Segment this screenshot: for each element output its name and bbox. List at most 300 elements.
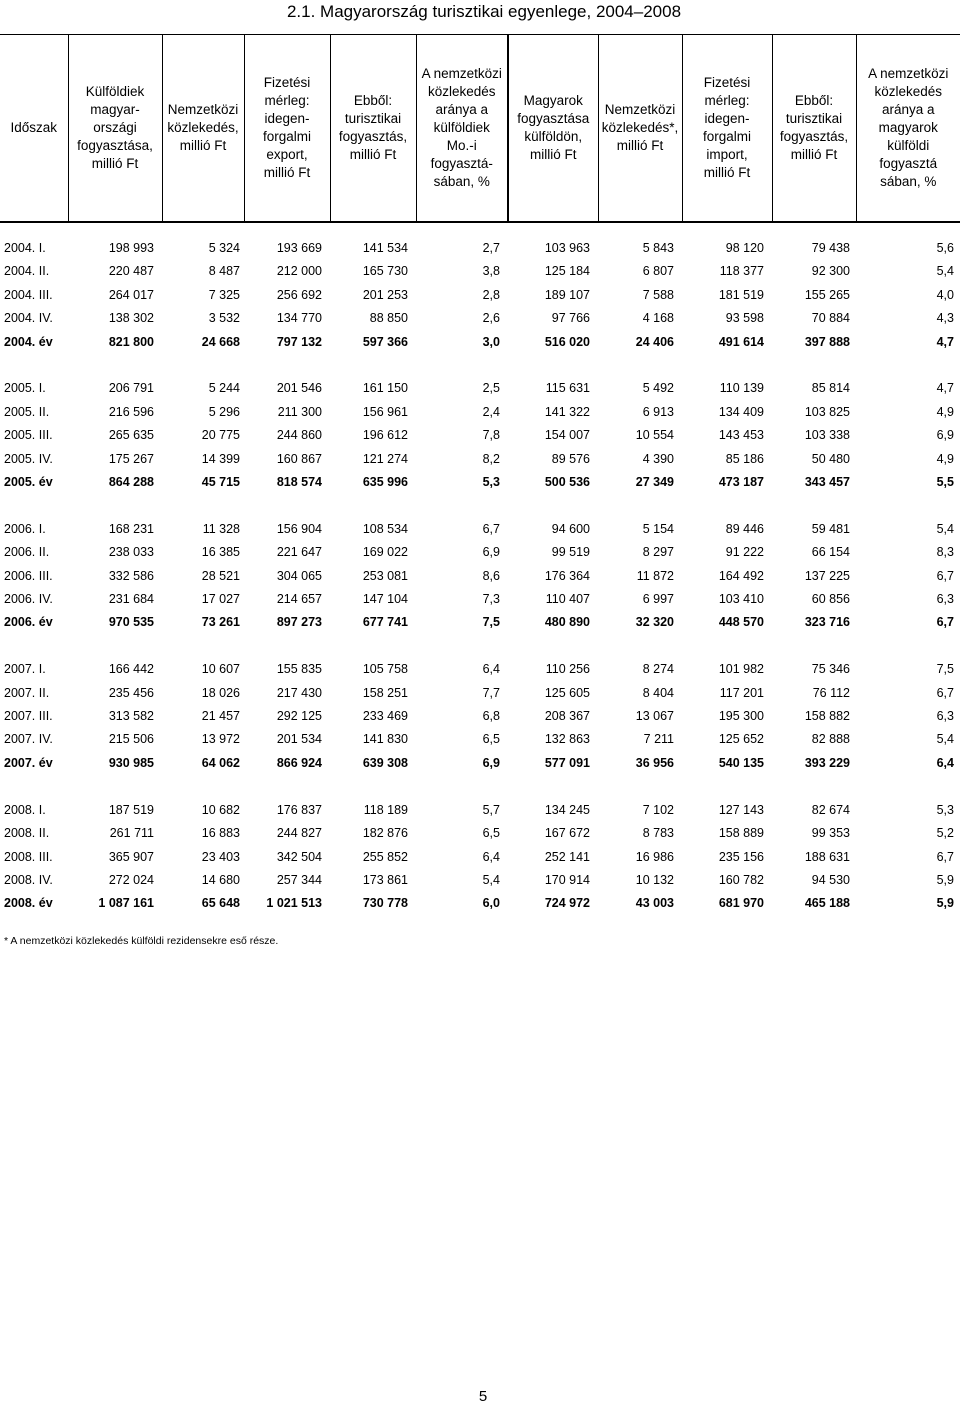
- value-cell: 125 184: [544, 264, 590, 279]
- value-cell: 21 457: [201, 709, 240, 724]
- value-cell: 2,4: [482, 404, 500, 419]
- table-header: [0, 35, 960, 223]
- table-row: [0, 869, 960, 892]
- period-cell: 2004. III.: [4, 287, 53, 302]
- period-cell: 2004. I.: [4, 241, 46, 255]
- header-line: millió Ft: [91, 156, 139, 171]
- value-cell: 134 409: [718, 404, 764, 419]
- header-line: mérleg:: [704, 93, 750, 108]
- value-cell: 7,3: [482, 592, 500, 607]
- header-line: idegen-: [264, 111, 310, 126]
- value-cell: 5,6: [936, 241, 954, 255]
- value-cell: 264 017: [108, 287, 154, 302]
- header-line: magyar-: [90, 102, 140, 117]
- value-cell: 3 532: [208, 311, 240, 326]
- value-cell: 201 534: [276, 732, 322, 747]
- header-line: millió Ft: [703, 165, 751, 180]
- value-cell: 681 970: [718, 896, 764, 911]
- value-cell: 332 586: [108, 568, 154, 583]
- header-line: közlekedés,: [167, 120, 239, 135]
- value-cell: 821 800: [108, 334, 154, 349]
- value-cell: 6,4: [482, 662, 500, 677]
- value-cell: 43 003: [635, 896, 674, 911]
- header-line: millió Ft: [349, 147, 397, 162]
- value-cell: 181 519: [718, 287, 764, 302]
- value-cell: 110 407: [545, 592, 590, 607]
- table-row: [0, 284, 960, 307]
- value-cell: 8 783: [642, 826, 674, 841]
- table-row: [0, 518, 960, 541]
- value-cell: 65 648: [201, 896, 240, 911]
- value-cell: 6,9: [482, 545, 500, 560]
- header-line: Fizetési: [703, 75, 751, 90]
- value-cell: 94 600: [551, 521, 590, 536]
- value-cell: 118 377: [719, 264, 764, 279]
- value-cell: 110 139: [719, 381, 764, 396]
- header-line: fogyasztás,: [338, 129, 408, 144]
- header-line: A nemzetközi: [421, 66, 502, 81]
- value-cell: 292 125: [276, 709, 322, 724]
- header-line: Magyarok: [523, 93, 583, 108]
- header-line: aránya a: [881, 102, 935, 117]
- header-export: [244, 35, 330, 223]
- value-cell: 182 876: [362, 826, 408, 841]
- value-cell: 3,8: [482, 264, 500, 279]
- header-hungarians-consumption: [508, 35, 598, 223]
- value-cell: 147 104: [362, 592, 408, 607]
- period-cell: 2008. IV.: [4, 872, 53, 887]
- value-cell: 118 189: [363, 802, 408, 817]
- value-cell: 639 308: [362, 755, 408, 770]
- value-cell: 255 852: [362, 849, 408, 864]
- header-intl-transport: [162, 35, 244, 223]
- value-cell: 5,3: [936, 802, 954, 817]
- value-cell: 75 346: [811, 662, 850, 677]
- value-cell: 6,3: [936, 709, 954, 724]
- value-cell: 201 546: [276, 381, 322, 396]
- value-cell: 6,5: [482, 826, 500, 841]
- value-cell: 79 438: [811, 241, 850, 255]
- value-cell: 7,7: [482, 685, 500, 700]
- period-cell: 2008. év: [4, 896, 53, 911]
- value-cell: 6 807: [642, 264, 674, 279]
- value-cell: 724 972: [544, 896, 590, 911]
- value-cell: 50 480: [811, 451, 850, 466]
- value-cell: 8 297: [642, 545, 674, 560]
- header-line: Nemzetközi: [604, 102, 676, 117]
- value-cell: 635 996: [362, 475, 408, 490]
- value-cell: 141 322: [544, 404, 590, 419]
- table-row: [0, 846, 960, 869]
- value-cell: 8,3: [936, 545, 954, 560]
- value-cell: 244 860: [276, 428, 322, 443]
- value-cell: 208 367: [544, 709, 590, 724]
- value-cell: 930 985: [108, 755, 154, 770]
- value-cell: 158 882: [804, 709, 850, 724]
- header-line: országi: [93, 120, 137, 135]
- table-row: [0, 705, 960, 728]
- value-cell: 313 582: [108, 709, 154, 724]
- value-cell: 265 635: [108, 428, 154, 443]
- header-line: fogyasztása: [517, 111, 590, 126]
- table-row: [0, 565, 960, 588]
- value-cell: 5,4: [936, 264, 954, 279]
- header-line: sában, %: [433, 174, 490, 189]
- value-cell: 257 344: [276, 872, 322, 887]
- header-line: külföldön,: [524, 129, 583, 144]
- header-line: millió Ft: [179, 138, 227, 153]
- period-cell: 2006. II.: [4, 545, 50, 560]
- value-cell: 5,7: [482, 802, 500, 817]
- value-cell: 6,4: [482, 849, 500, 864]
- header-line: fogyasztás,: [779, 129, 849, 144]
- value-cell: 24 668: [201, 334, 240, 349]
- header-line: Nemzetközi: [167, 102, 239, 117]
- value-cell: 5 492: [642, 381, 674, 396]
- table-row: [0, 799, 960, 822]
- header-line: Időszak: [10, 120, 58, 135]
- table-row: [0, 682, 960, 705]
- value-cell: 6,7: [936, 615, 954, 630]
- value-cell: 4,7: [936, 381, 954, 396]
- value-cell: 66 154: [811, 545, 850, 560]
- value-cell: 70 884: [811, 311, 850, 326]
- value-cell: 577 091: [544, 755, 590, 770]
- period-cell: 2004. IV.: [4, 311, 53, 326]
- value-cell: 5,2: [936, 826, 954, 841]
- header-tourist-consumption: [330, 35, 416, 223]
- value-cell: 4,7: [936, 334, 954, 349]
- value-cell: 5 296: [208, 404, 240, 419]
- value-cell: 6,8: [482, 709, 500, 724]
- value-cell: 14 680: [201, 872, 240, 887]
- header-line: külföldi: [887, 138, 930, 153]
- table-row: [0, 728, 960, 751]
- value-cell: 1 087 161: [98, 896, 154, 911]
- period-cell: 2005. III.: [4, 428, 53, 443]
- table-row: [0, 377, 960, 400]
- page-number: 5: [478, 1388, 488, 1405]
- value-cell: 516 020: [544, 334, 590, 349]
- value-cell: 5 843: [642, 241, 674, 255]
- period-cell: 2005. év: [4, 475, 53, 490]
- tourism-balance-table: [0, 34, 960, 916]
- value-cell: 13 067: [635, 709, 674, 724]
- period-cell: 2008. I.: [4, 802, 46, 817]
- value-cell: 91 222: [725, 545, 764, 560]
- value-cell: 448 570: [718, 615, 764, 630]
- value-cell: 214 657: [276, 592, 322, 607]
- value-cell: 3,0: [482, 334, 500, 349]
- table-row: [0, 307, 960, 330]
- value-cell: 211 300: [277, 404, 322, 419]
- value-cell: 166 442: [108, 662, 154, 677]
- value-cell: 92 300: [811, 264, 850, 279]
- value-cell: 6,0: [482, 896, 500, 911]
- value-cell: 304 065: [276, 568, 322, 583]
- table-row: [0, 658, 960, 681]
- header-tourist-consumption-2: [772, 35, 856, 223]
- value-cell: 6 913: [642, 404, 674, 419]
- value-cell: 132 863: [544, 732, 590, 747]
- value-cell: 677 741: [362, 615, 408, 630]
- value-cell: 138 302: [108, 311, 154, 326]
- value-cell: 156 961: [362, 404, 408, 419]
- value-cell: 6,7: [936, 568, 954, 583]
- value-cell: 82 674: [811, 802, 850, 817]
- value-cell: 342 504: [276, 849, 322, 864]
- value-cell: 480 890: [544, 615, 590, 630]
- value-cell: 10 554: [635, 428, 674, 443]
- header-line: Ebből:: [353, 93, 393, 108]
- value-cell: 5,4: [936, 732, 954, 747]
- value-cell: 221 647: [276, 545, 322, 560]
- value-cell: 164 492: [718, 568, 764, 583]
- value-cell: 393 229: [804, 755, 850, 770]
- value-cell: 11 328: [202, 521, 240, 536]
- total-row: [0, 752, 960, 775]
- value-cell: 365 907: [108, 849, 154, 864]
- value-cell: 155 265: [804, 287, 850, 302]
- value-cell: 143 453: [718, 428, 764, 443]
- value-cell: 89 446: [725, 521, 764, 536]
- value-cell: 108 534: [362, 521, 408, 536]
- value-cell: 244 827: [276, 826, 322, 841]
- period-cell: 2005. IV.: [4, 451, 53, 466]
- value-cell: 5,4: [482, 872, 500, 887]
- value-cell: 10 607: [201, 662, 240, 677]
- value-cell: 8 274: [642, 662, 674, 677]
- value-cell: 110 256: [545, 662, 590, 677]
- value-cell: 5,4: [936, 521, 954, 536]
- value-cell: 5,3: [482, 475, 500, 490]
- value-cell: 101 982: [718, 662, 764, 677]
- value-cell: 4,9: [936, 451, 954, 466]
- header-line: forgalmi: [702, 129, 751, 144]
- header-line: sában, %: [880, 174, 937, 189]
- value-cell: 2,5: [482, 381, 500, 396]
- value-cell: 7 588: [642, 287, 674, 302]
- value-cell: 6,7: [936, 849, 954, 864]
- value-cell: 103 825: [804, 404, 850, 419]
- value-cell: 188 631: [804, 849, 850, 864]
- value-cell: 89 576: [551, 451, 590, 466]
- table-row: [0, 588, 960, 611]
- value-cell: 161 150: [362, 381, 408, 396]
- value-cell: 176 837: [276, 802, 322, 817]
- value-cell: 16 385: [201, 545, 240, 560]
- value-cell: 253 081: [362, 568, 408, 583]
- value-cell: 818 574: [276, 475, 322, 490]
- value-cell: 17 027: [201, 592, 240, 607]
- table-body: [0, 222, 960, 916]
- value-cell: 14 399: [201, 451, 240, 466]
- header-line: turisztikai: [785, 111, 843, 126]
- value-cell: 88 850: [369, 311, 408, 326]
- period-cell: 2006. I.: [4, 521, 46, 536]
- value-cell: 256 692: [276, 287, 322, 302]
- table-row: [0, 260, 960, 283]
- value-cell: 491 614: [718, 334, 764, 349]
- header-line: millió Ft: [530, 147, 577, 162]
- header-line: forgalmi: [262, 129, 311, 144]
- page-title: 2.1. Magyarország turisztikai egyenlege, 2004–2008: [286, 2, 682, 21]
- value-cell: 16 986: [635, 849, 674, 864]
- header-line: export,: [266, 147, 308, 162]
- value-cell: 8,2: [482, 451, 500, 466]
- value-cell: 4 390: [642, 451, 674, 466]
- value-cell: 60 856: [811, 592, 850, 607]
- value-cell: 5 154: [642, 521, 674, 536]
- value-cell: 897 273: [276, 615, 322, 630]
- value-cell: 730 778: [362, 896, 408, 911]
- value-cell: 59 481: [811, 521, 850, 536]
- value-cell: 500 536: [544, 475, 590, 490]
- period-cell: 2007. II.: [4, 685, 50, 700]
- value-cell: 231 684: [108, 592, 154, 607]
- value-cell: 5,9: [936, 896, 954, 911]
- value-cell: 6,9: [482, 755, 500, 770]
- value-cell: 36 956: [635, 755, 674, 770]
- value-cell: 105 758: [362, 662, 408, 677]
- period-cell: 2006. III.: [4, 568, 53, 583]
- period-cell: 2007. III.: [4, 709, 53, 724]
- value-cell: 5 324: [208, 241, 240, 255]
- value-cell: 156 904: [276, 521, 322, 536]
- value-cell: 94 530: [811, 872, 850, 887]
- value-cell: 4,9: [936, 404, 954, 419]
- value-cell: 20 775: [201, 428, 240, 443]
- value-cell: 8 404: [642, 685, 674, 700]
- value-cell: 24 406: [635, 334, 674, 349]
- header-line: fogyasztá-: [430, 156, 493, 171]
- period-cell: 2007. év: [4, 755, 53, 770]
- value-cell: 82 888: [811, 732, 850, 747]
- value-cell: 7,5: [482, 615, 500, 630]
- value-cell: 206 791: [108, 381, 154, 396]
- header-line: magyarok: [878, 120, 938, 135]
- value-cell: 1 021 513: [266, 896, 322, 911]
- value-cell: 158 889: [718, 826, 764, 841]
- total-row: [0, 611, 960, 634]
- value-cell: 165 730: [362, 264, 408, 279]
- value-cell: 5,5: [936, 475, 954, 490]
- value-cell: 6,3: [936, 592, 954, 607]
- value-cell: 160 867: [276, 451, 322, 466]
- value-cell: 168 231: [108, 521, 154, 536]
- value-cell: 6,7: [936, 685, 954, 700]
- period-cell: 2008. III.: [4, 849, 53, 864]
- value-cell: 235 456: [108, 685, 154, 700]
- header-line: külföldiek: [433, 120, 490, 135]
- value-cell: 7 102: [642, 802, 674, 817]
- value-cell: 134 770: [276, 311, 322, 326]
- value-cell: 233 469: [362, 709, 408, 724]
- period-cell: 2008. II.: [4, 826, 50, 841]
- header-line: Külföldiek: [85, 84, 145, 99]
- header-line: import,: [706, 147, 748, 162]
- value-cell: 220 487: [108, 264, 154, 279]
- value-cell: 323 716: [804, 615, 850, 630]
- header-line: idegen-: [704, 111, 750, 126]
- table-row: [0, 822, 960, 845]
- value-cell: 73 261: [201, 615, 240, 630]
- value-cell: 2,6: [482, 311, 500, 326]
- header-line: A nemzetközi: [868, 66, 949, 81]
- value-cell: 797 132: [276, 334, 322, 349]
- header-line: Fizetési: [263, 75, 311, 90]
- value-cell: 167 672: [544, 826, 590, 841]
- total-row: [0, 471, 960, 494]
- value-cell: 7 211: [643, 732, 674, 747]
- value-cell: 6,5: [482, 732, 500, 747]
- table-row: [0, 424, 960, 447]
- value-cell: 97 766: [551, 311, 590, 326]
- value-cell: 212 000: [276, 264, 322, 279]
- total-row: [0, 331, 960, 354]
- value-cell: 169 022: [362, 545, 408, 560]
- value-cell: 6,4: [936, 755, 954, 770]
- value-cell: 16 883: [201, 826, 240, 841]
- value-cell: 103 410: [718, 592, 764, 607]
- value-cell: 141 830: [362, 732, 408, 747]
- value-cell: 198 993: [108, 241, 154, 255]
- header-transport-share: [416, 35, 508, 223]
- value-cell: 13 972: [201, 732, 240, 747]
- header-line: millió Ft: [263, 165, 311, 180]
- header-line: aránya a: [435, 102, 489, 117]
- table-row: [0, 541, 960, 564]
- value-cell: 103 963: [544, 241, 590, 255]
- header-transport-share-2: [856, 35, 960, 223]
- value-cell: 125 652: [718, 732, 764, 747]
- value-cell: 7,8: [482, 428, 500, 443]
- total-row: [0, 892, 960, 915]
- value-cell: 117 201: [719, 685, 764, 700]
- table-row: [0, 237, 960, 260]
- value-cell: 5,9: [936, 872, 954, 887]
- value-cell: 196 612: [362, 428, 408, 443]
- period-cell: 2007. I.: [4, 662, 46, 677]
- value-cell: 11 872: [636, 568, 674, 583]
- value-cell: 2,8: [482, 287, 500, 302]
- period-cell: 2004. II.: [4, 264, 50, 279]
- footnote: * A nemzetközi közlekedés külföldi rezidensekre eső része.: [4, 935, 279, 947]
- value-cell: 216 596: [108, 404, 154, 419]
- value-cell: 189 107: [544, 287, 590, 302]
- period-cell: 2006. IV.: [4, 592, 53, 607]
- value-cell: 32 320: [635, 615, 674, 630]
- value-cell: 173 861: [362, 872, 408, 887]
- header-intl-transport-2: [598, 35, 682, 223]
- header-line: fogyasztá: [879, 156, 938, 171]
- value-cell: 175 267: [108, 451, 154, 466]
- value-cell: 125 605: [544, 685, 590, 700]
- value-cell: 28 521: [201, 568, 240, 583]
- value-cell: 235 156: [718, 849, 764, 864]
- header-line: millió Ft: [790, 147, 838, 162]
- value-cell: 238 033: [108, 545, 154, 560]
- header-line: Mo.-i: [446, 138, 477, 153]
- value-cell: 6,7: [482, 521, 500, 536]
- value-cell: 597 366: [362, 334, 408, 349]
- value-cell: 141 534: [362, 241, 408, 255]
- value-cell: 76 112: [812, 685, 850, 700]
- value-cell: 343 457: [804, 475, 850, 490]
- header-line: közlekedés: [874, 84, 943, 99]
- value-cell: 193 669: [276, 241, 322, 255]
- value-cell: 261 711: [109, 826, 154, 841]
